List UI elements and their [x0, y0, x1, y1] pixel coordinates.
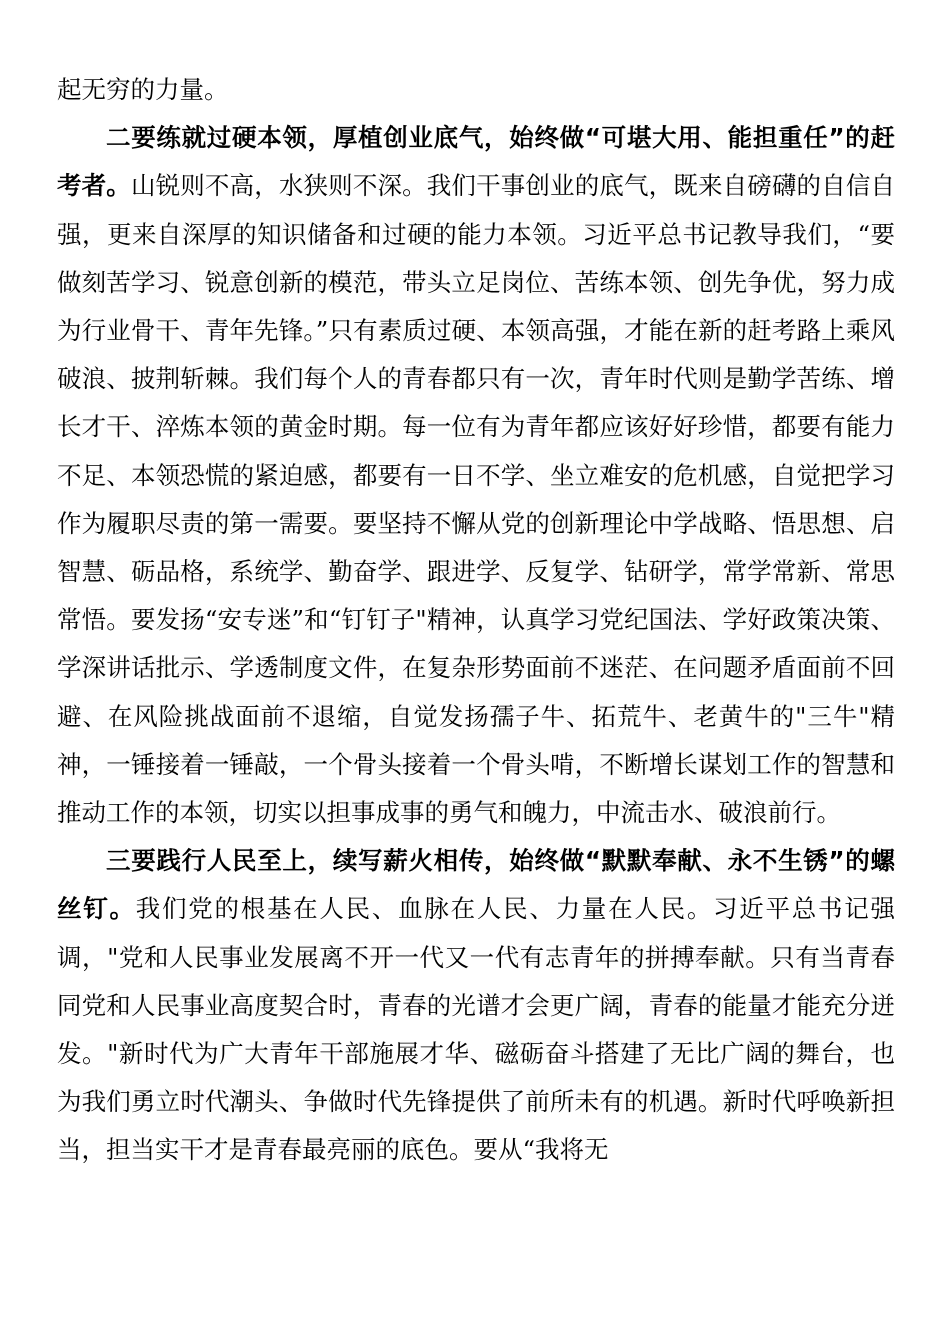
paragraph-continuation [57, 66, 895, 114]
paragraph-text: 山锐则不高，水狭则不深。我们干事创业的底气，既来自磅礴的自信自强，更来自深厚的知识储备和过硬的能力本领。习近平总书记教导我们，“要做刻苦学习、锐意创新的模范，带头立足岗位、苦练本领、创先争优，努力成为行业骨干、青年先锋。”只有素质过硬、本领高强，才能在新的赶考路上乘风破浪、披荆斩棘。我们每个人的青春都只有一次，青年时代则是勤学苦练、增长才干、淬炼本领的黄金时期。每一位有为青年都应该好好珍惜，都要有能力不足、本领恐慌的紧迫感，都要有一日不学、坐立难安的危机感，自觉把学习作为履职尽责的第一需要。要坚持不懈从党的创新理论中学战略、悟思想、启智慧、砺品格，系统学、勤奋学、跟进学、反复学、钻研学，常学常新、常思常悟。要发扬“安专迷”和“钉钉子"精神，认真学习党纪国法、学好政策决策、学深讲话批示、学透制度文件，在复杂形势面前不迷茫、在问题矛盾面前不回避、在风险挑战面前不退缩，自觉发扬孺子牛、拓荒牛、老黄牛的"三牛"精神，一锤接着一锤敲，一个骨头接着一个骨头啃，不断增长谋划工作的智慧和推动工作的本领，切实以担事成事的勇气和魄力，中流击水、破浪前行。 [57, 171, 896, 828]
paragraph-text: 我们党的根基在人民、血脉在人民、力量在人民。习近平总书记强调，"党和人民事业发展离不开一代又一代有志青年的拼搏奉献。只有当青春同党和人民事业高度契合时，青春的光谱才会更广阔，青春的能量才能充分迸发。"新时代为广大青年干部施展才华、磁砺奋斗搭建了无比广阔的舞台，也为我们勇立时代潮头、争做时代先锋提供了前所未有的机遇。新时代呼唤新担当，担当实干才是青春最亮丽的底色。要从“我将无 [57, 894, 896, 1165]
paragraph-point-three [57, 837, 895, 1174]
paragraph-point-two [57, 114, 895, 837]
paragraph-text: 起无穷的力量。 [57, 75, 229, 104]
paragraph-heading: 二要练就过硬本领，厚植创业底气，始终做“可堪大用、能担重任”的赶考者。 [57, 123, 895, 201]
paragraph-heading: 三要践行人民至上，续写薪火相传，始终做“默默奉献、永不生锈”的螺丝钉。 [57, 846, 895, 924]
